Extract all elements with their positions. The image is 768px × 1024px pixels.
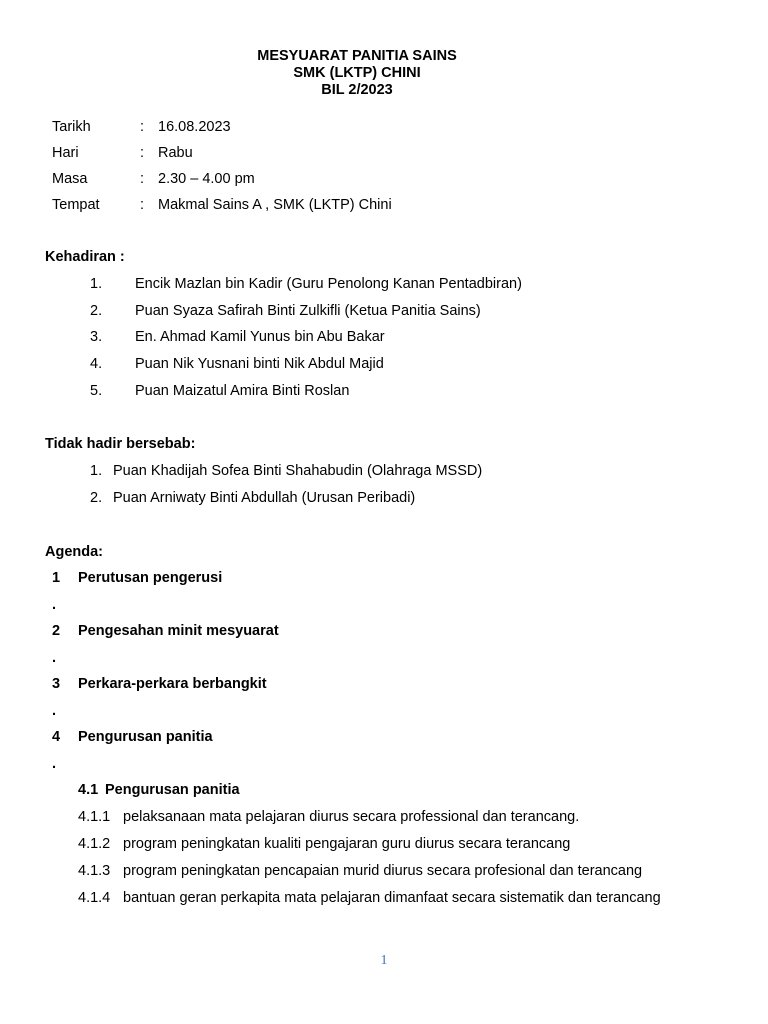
- absent-list: [90, 462, 482, 516]
- info-row-venue: [52, 196, 392, 222]
- list-item-text: En. Ahmad Kamil Yunus bin Abu Bakar: [135, 329, 385, 346]
- list-item-number: 3.: [90, 329, 103, 346]
- list-item: [90, 355, 522, 382]
- agenda-item-number: 1: [52, 570, 61, 586]
- agenda-item-dot: .: [52, 756, 57, 772]
- info-row-time: [52, 170, 392, 196]
- agenda-heading: Agenda:: [45, 544, 103, 560]
- info-label: Hari: [52, 145, 79, 161]
- list-item-number: 4.1.1: [78, 809, 111, 825]
- document-header: [0, 48, 714, 99]
- info-colon: :: [140, 119, 145, 135]
- list-item-number: 4.: [90, 356, 103, 373]
- subsection-heading: [78, 781, 240, 799]
- info-label: Masa: [52, 171, 88, 187]
- list-item-text: Puan Maizatul Amira Binti Roslan: [135, 382, 350, 399]
- agenda-item-text: Perutusan pengerusi: [78, 570, 223, 586]
- list-item-number: 2.: [90, 302, 103, 319]
- list-item-text: Puan Arniwaty Binti Abdullah (Urusan Peribadi): [113, 490, 416, 506]
- agenda-item-text: Perkara-perkara berbangkit: [78, 676, 267, 692]
- list-item-number: 4.1.3: [78, 863, 111, 879]
- info-row-date: [52, 118, 392, 144]
- header-school-name: SMK (LKTP) CHINI: [293, 65, 421, 81]
- absent-heading: Tidak hadir bersebab:: [45, 436, 196, 452]
- subsection-list: [78, 808, 661, 916]
- agenda-item-dot: .: [52, 650, 57, 666]
- agenda-item-number: 3: [52, 676, 61, 692]
- list-item-text: Puan Nik Yusnani binti Nik Abdul Majid: [135, 356, 384, 373]
- page-number: 1: [380, 953, 388, 968]
- list-item: [90, 462, 482, 489]
- agenda-item-number: 2: [52, 623, 61, 639]
- attendance-list: [90, 275, 522, 408]
- info-value: Rabu: [158, 145, 193, 161]
- subsection-title: Pengurusan panitia: [105, 782, 240, 798]
- agenda-item-text: Pengurusan panitia: [78, 729, 213, 745]
- info-colon: :: [140, 145, 145, 161]
- list-item: [90, 382, 522, 409]
- list-item-text: pelaksanaan mata pelajaran diurus secara professional dan terancang.: [123, 809, 580, 825]
- attendance-heading: Kehadiran :: [45, 249, 125, 265]
- agenda-item-dot: .: [52, 703, 57, 719]
- list-item-number: 1.: [90, 463, 103, 479]
- list-item-text: Puan Syaza Safirah Binti Zulkifli (Ketua Panitia Sains): [135, 302, 481, 319]
- info-value: 2.30 – 4.00 pm: [158, 171, 255, 187]
- agenda-item-dot: .: [52, 597, 57, 613]
- info-value: 16.08.2023: [158, 119, 231, 135]
- list-item-text: Puan Khadijah Sofea Binti Shahabudin (Olahraga MSSD): [113, 463, 483, 479]
- list-item: [90, 328, 522, 355]
- list-item: [90, 489, 482, 516]
- meeting-info: [52, 118, 392, 222]
- info-row-day: [52, 144, 392, 170]
- list-item: [78, 862, 661, 889]
- info-value: Makmal Sains A , SMK (LKTP) Chini: [158, 197, 392, 213]
- list-item: [78, 835, 661, 862]
- list-item-text: bantuan geran perkapita mata pelajaran dimanfaat secara sistematik dan terancang: [123, 890, 661, 906]
- list-item-number: 5.: [90, 382, 103, 399]
- header-meeting-number: BIL 2/2023: [321, 82, 393, 98]
- list-item: [78, 808, 661, 835]
- info-colon: :: [140, 197, 145, 213]
- list-item-text: program peningkatan kualiti pengajaran guru diurus secara terancang: [123, 836, 571, 852]
- info-colon: :: [140, 171, 145, 187]
- agenda-item-number: 4: [52, 729, 61, 745]
- list-item: [78, 889, 661, 916]
- agenda-item-text: Pengesahan minit mesyuarat: [78, 623, 279, 639]
- list-item-number: 4.1.4: [78, 890, 111, 906]
- list-item: [90, 275, 522, 302]
- list-item-text: program peningkatan pencapaian murid diurus secara profesional dan terancang: [123, 863, 643, 879]
- list-item: [90, 302, 522, 329]
- list-item-text: Encik Mazlan bin Kadir (Guru Penolong Kanan Pentadbiran): [135, 276, 522, 292]
- info-label: Tarikh: [52, 119, 91, 135]
- subsection-number: 4.1: [78, 782, 99, 798]
- list-item-number: 2.: [90, 490, 103, 506]
- header-meeting-title: MESYUARAT PANITIA SAINS: [257, 48, 457, 64]
- info-label: Tempat: [52, 197, 100, 213]
- list-item-number: 1.: [90, 276, 103, 292]
- list-item-number: 4.1.2: [78, 836, 111, 852]
